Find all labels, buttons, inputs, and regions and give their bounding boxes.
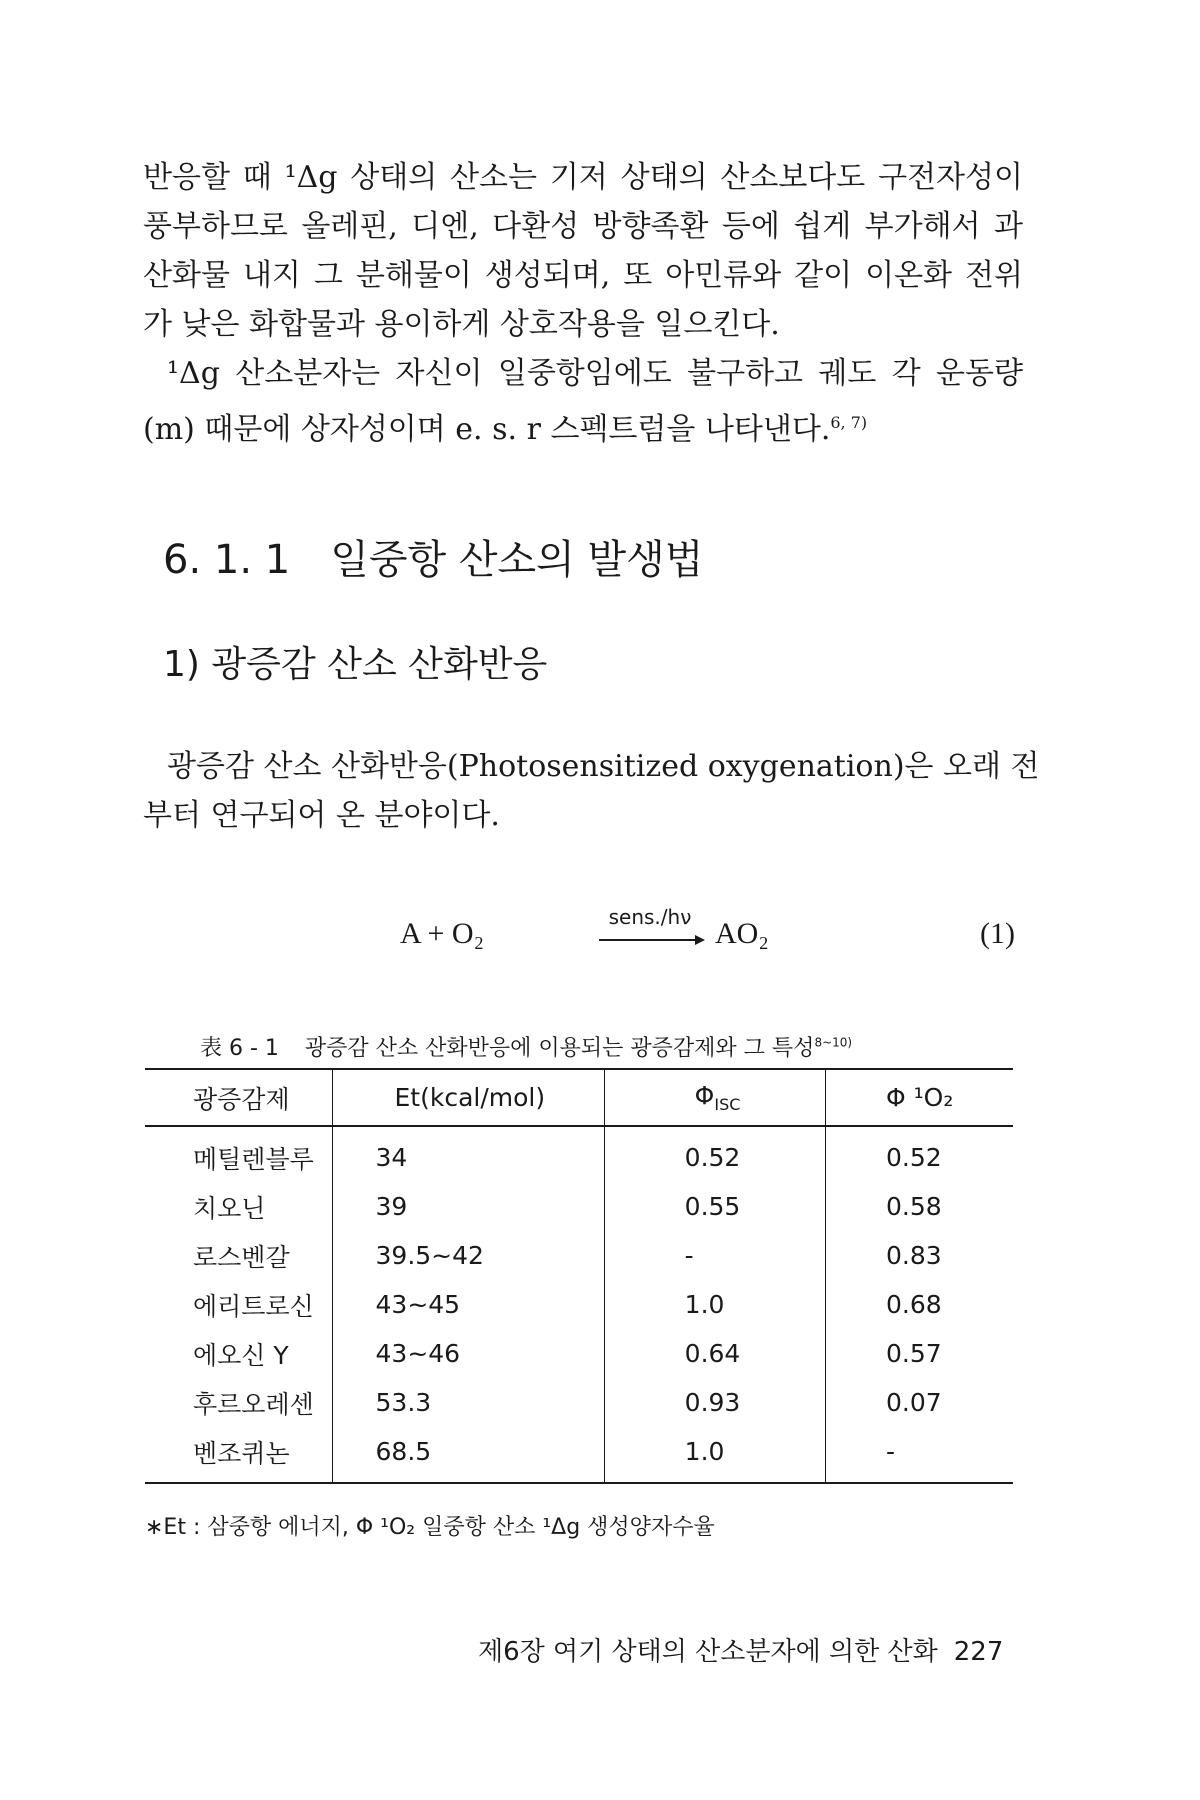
cell-et: 43~46 bbox=[332, 1329, 604, 1378]
cell-phi-o2: 0.68 bbox=[826, 1280, 1014, 1329]
phi-symbol: Φ bbox=[694, 1081, 715, 1110]
second-line-2 bbox=[143, 398, 1023, 454]
table-row bbox=[145, 1427, 1013, 1483]
cell-name: 치오닌 bbox=[193, 1193, 266, 1223]
body-paragraph bbox=[143, 742, 1040, 840]
cell-phi-isc: 0.64 bbox=[604, 1329, 825, 1378]
table-caption-ref: 8~10) bbox=[814, 1035, 853, 1050]
intro-line-4: 가 낮은 화합물과 용이하게 상호작용을 일으킨다. bbox=[143, 307, 780, 342]
cell-et: 34 bbox=[332, 1126, 604, 1182]
cell-et: 68.5 bbox=[332, 1427, 604, 1483]
section-title: 일중항 산소의 발생법 bbox=[330, 537, 704, 583]
sensitizer-table bbox=[145, 1068, 1013, 1484]
cell-name: 에오신 Y bbox=[193, 1340, 289, 1370]
cell-phi-o2: 0.52 bbox=[826, 1126, 1014, 1182]
section-number: 6. 1. 1 bbox=[163, 537, 291, 583]
table-caption bbox=[200, 1031, 852, 1062]
reaction-arrow bbox=[595, 905, 705, 965]
table-caption-text: 광증감 산소 산화반응에 이용되는 광증감제와 그 특성 bbox=[304, 1036, 815, 1061]
cell-phi-isc: 1.0 bbox=[604, 1427, 825, 1483]
cell-phi-o2: 0.07 bbox=[826, 1378, 1014, 1427]
cell-et: 39.5~42 bbox=[332, 1231, 604, 1280]
table-row bbox=[145, 1126, 1013, 1182]
header-sensitizer: 광증감제 bbox=[145, 1069, 332, 1126]
cell-name: 에리트로신 bbox=[193, 1291, 314, 1321]
intro-line-2: 풍부하므로 올레핀, 디엔, 다환성 방향족환 등에 쉽게 부가해서 과 bbox=[143, 209, 1023, 244]
intro-paragraph bbox=[143, 153, 1023, 349]
cell-phi-o2: 0.83 bbox=[826, 1231, 1014, 1280]
table-header-row bbox=[145, 1069, 1013, 1126]
cell-phi-isc: 0.93 bbox=[604, 1378, 825, 1427]
cell-name: 로스벤갈 bbox=[193, 1242, 290, 1272]
second-paragraph bbox=[143, 349, 1023, 454]
table-footnote: ∗Et : 삼중항 에너지, Φ ¹O₂ 일중항 산소 ¹Δg 생성양자수율 bbox=[145, 1515, 715, 1540]
isc-subscript: ISC bbox=[714, 1095, 741, 1114]
table-row bbox=[145, 1280, 1013, 1329]
arrow-shaft bbox=[599, 939, 697, 941]
cell-et: 53.3 bbox=[332, 1378, 604, 1427]
cell-phi-o2: - bbox=[826, 1427, 1014, 1483]
section-heading bbox=[163, 528, 703, 585]
subsection-heading bbox=[163, 636, 547, 687]
running-footer bbox=[478, 1631, 1003, 1668]
body-line-2: 부터 연구되어 온 분야이다. bbox=[143, 798, 500, 833]
table-row bbox=[145, 1378, 1013, 1427]
header-phi-isc bbox=[604, 1069, 825, 1126]
table-row bbox=[145, 1329, 1013, 1378]
reference-6-7: 6, 7) bbox=[830, 413, 868, 432]
body-line-1: 광증감 산소 산화반응(Photosensitized oxygenation)은 오래 전 bbox=[167, 749, 1040, 784]
cell-name: 벤조퀴논 bbox=[145, 1427, 332, 1483]
cell-phi-isc: 0.55 bbox=[604, 1182, 825, 1231]
cell-phi-isc: 1.0 bbox=[604, 1280, 825, 1329]
table-row bbox=[145, 1182, 1013, 1231]
cell-et: 39 bbox=[332, 1182, 604, 1231]
table-row bbox=[145, 1231, 1013, 1280]
equation-rhs: AO₂ bbox=[715, 917, 769, 950]
subsection-title: 광증감 산소 산화반응 bbox=[211, 644, 548, 685]
cell-name: 메틸렌블루 bbox=[193, 1144, 314, 1174]
arrow-head-icon bbox=[695, 935, 705, 945]
subsection-number: 1) bbox=[163, 644, 200, 685]
cell-name: 후르오레센 bbox=[193, 1389, 314, 1419]
header-et: Et(kcal/mol) bbox=[332, 1069, 604, 1126]
table-number: 表 6 - 1 bbox=[200, 1036, 279, 1061]
intro-line-3: 산화물 내지 그 분해물이 생성되며, 또 아민류와 같이 이온화 전위 bbox=[143, 258, 1023, 293]
arrow-label: sens./hν bbox=[608, 905, 692, 929]
second-line-2-text: (m) 때문에 상자성이며 e. s. r 스펙트럼을 나타낸다. bbox=[143, 412, 831, 447]
chapter-title: 제6장 여기 상태의 산소분자에 의한 산화 bbox=[478, 1637, 938, 1667]
cell-et: 43~45 bbox=[332, 1280, 604, 1329]
cell-phi-o2: 0.58 bbox=[826, 1182, 1014, 1231]
second-line-1: ¹Δg 산소분자는 자신이 일중항임에도 불구하고 궤도 각 운동량 bbox=[167, 356, 1023, 391]
cell-phi-isc: 0.52 bbox=[604, 1126, 825, 1182]
equation-1 bbox=[400, 905, 1020, 965]
phi-symbol: Φ bbox=[886, 1083, 906, 1112]
equation-number: (1) bbox=[980, 917, 1015, 950]
header-phi-singlet bbox=[826, 1069, 1014, 1126]
page-number: 227 bbox=[953, 1637, 1004, 1667]
intro-line-1: 반응할 때 ¹Δg 상태의 산소는 기저 상태의 산소보다도 구전자성이 bbox=[143, 160, 1023, 195]
equation-lhs: A + O₂ bbox=[400, 917, 485, 950]
singlet-o2-label: ¹O₂ bbox=[913, 1083, 954, 1112]
cell-phi-isc: - bbox=[604, 1231, 825, 1280]
cell-phi-o2: 0.57 bbox=[826, 1329, 1014, 1378]
